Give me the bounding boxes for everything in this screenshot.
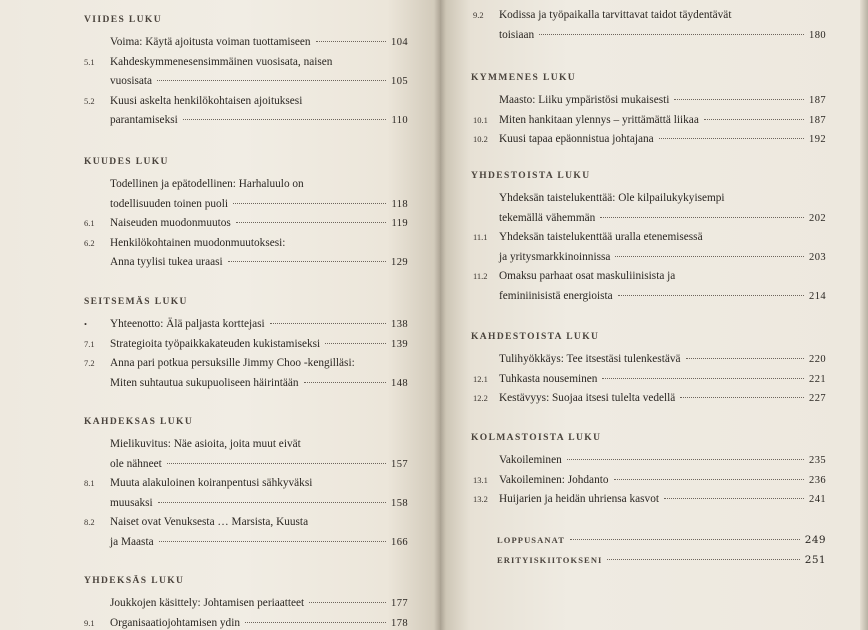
toc-entry	[84, 315, 408, 335]
chapter-section	[82, 575, 408, 630]
toc-line	[499, 350, 826, 370]
toc-line	[110, 533, 408, 553]
toc-entry-line	[473, 370, 826, 390]
section-number: 7.2	[84, 358, 95, 368]
dot-leader	[325, 343, 386, 344]
section-number: 9.1	[84, 617, 95, 628]
toc-entry-line	[499, 350, 826, 370]
entry-title: Tuhkasta nouseminen	[499, 372, 598, 385]
entry-title: todellisuuden toinen puoli	[110, 197, 228, 210]
toc-line	[499, 209, 826, 229]
page-number: 110	[391, 115, 408, 126]
toc-entry-line	[110, 533, 408, 553]
page-number: 104	[391, 37, 408, 48]
entry-title: Strategioita työpaikkakateuden kukistamiseksi	[110, 337, 321, 350]
page-number: 202	[809, 212, 826, 224]
toc-entry	[84, 354, 408, 393]
toc-line	[110, 335, 408, 355]
entry-title: Maasto: Liiku ympäristösi mukaisesti	[499, 94, 670, 106]
toc-entry	[84, 234, 408, 273]
page-number: 221	[809, 373, 826, 385]
toc-entry-line	[84, 354, 408, 374]
section-number: 9.2	[473, 10, 484, 20]
page-edge	[860, 0, 868, 630]
entry-title: Mielikuvitus: Näe asioita, joita muut eivät	[110, 438, 301, 450]
dot-leader	[659, 138, 804, 139]
toc-entry	[84, 474, 408, 513]
toc-line	[110, 354, 408, 374]
chapter-section	[471, 72, 826, 150]
toc-line	[499, 26, 826, 46]
toc-entry	[499, 350, 826, 370]
chapter-section	[82, 156, 408, 273]
section-number: •	[84, 319, 87, 329]
toc-entry-line	[84, 234, 408, 254]
toc-entry	[110, 175, 408, 214]
toc-line	[499, 111, 826, 131]
section-number: 6.1	[84, 218, 95, 228]
toc-line	[110, 195, 408, 215]
book-gutter	[434, 0, 446, 630]
toc-entry-line	[110, 253, 408, 273]
toc-entry	[473, 389, 826, 409]
entry-title: toisiaan	[499, 28, 535, 41]
entry-title: Anna tyylisi tukea uraasi	[110, 256, 223, 268]
toc-entry-line	[499, 287, 826, 307]
chapter-section	[82, 14, 408, 131]
toc-entry-line	[499, 451, 826, 471]
section-number: 7.1	[84, 338, 95, 349]
toc-line	[497, 554, 826, 570]
page-number: 227	[809, 393, 826, 404]
toc-entry	[84, 335, 408, 355]
toc-entry-line	[110, 435, 408, 455]
toc-line	[110, 214, 408, 234]
page-number: 158	[391, 497, 408, 509]
toc-entry-line	[110, 455, 408, 475]
toc-line	[499, 287, 826, 307]
page-number: 180	[809, 29, 826, 41]
entry-title: Naiseuden muodonmuutos	[110, 217, 231, 229]
continued-entries	[473, 6, 826, 45]
page-number: 187	[809, 114, 826, 126]
toc-entry-line	[110, 72, 408, 92]
toc-entry-line	[473, 130, 826, 150]
toc-line	[110, 111, 408, 131]
toc-line	[110, 374, 408, 394]
toc-entry-line	[84, 474, 408, 494]
toc-entry-line	[110, 33, 408, 53]
dot-leader	[304, 382, 386, 383]
entry-title: Miten suhtautua sukupuoliseen häirintään	[110, 376, 299, 389]
toc-entry	[84, 513, 408, 552]
entry-title: Vakoileminen	[499, 454, 562, 466]
dot-leader	[600, 217, 804, 218]
toc-entry	[473, 370, 826, 390]
dot-leader	[167, 463, 386, 464]
entry-title: feminiinisistä energioista	[499, 289, 613, 302]
entry-title: ja Maasta	[110, 535, 154, 548]
toc-entry-line	[84, 53, 408, 73]
page-number: 119	[391, 218, 408, 229]
dot-leader	[664, 498, 804, 499]
back-matter-title: LOPPUSANAT	[497, 535, 565, 545]
chapter-heading: SEITSEMÄS LUKU	[84, 297, 188, 307]
section-number: 12.1	[473, 373, 488, 384]
toc-entry	[84, 614, 408, 630]
toc-entry-line	[473, 111, 826, 131]
toc-entry	[499, 451, 826, 471]
chapter-heading: YHDESTOISTA LUKU	[471, 171, 591, 181]
toc-entry-line	[473, 389, 826, 409]
entry-title: tekemällä vähemmän	[499, 211, 596, 224]
toc-line	[110, 513, 408, 533]
entry-title: Anna pari potkua persuksille Jimmy Choo -kengilläsi:	[110, 357, 355, 369]
page-number: 203	[809, 251, 826, 263]
entry-title: Organisaatiojohtamisen ydin	[110, 616, 240, 629]
page-number: 105	[391, 76, 408, 87]
dot-leader	[159, 541, 386, 542]
chapter-section	[471, 432, 826, 510]
section-number: 11.2	[473, 271, 488, 281]
toc-entry-line	[473, 471, 826, 491]
toc-line	[499, 228, 826, 248]
dot-leader	[183, 119, 387, 120]
toc-entry	[473, 228, 826, 267]
dot-leader	[270, 323, 386, 324]
page-number: 241	[809, 494, 826, 505]
chapter-heading: YHDEKSÄS LUKU	[84, 576, 185, 586]
entry-title: vuosisata	[110, 75, 153, 87]
chapter-heading: KAHDESTOISTA LUKU	[471, 332, 600, 342]
section-number: 12.2	[473, 393, 488, 403]
toc-line	[499, 451, 826, 471]
entry-title: Kestävyys: Suojaa itsesi tulelta vedellä	[499, 392, 676, 404]
page-number: 166	[391, 536, 408, 548]
toc-entry	[110, 33, 408, 53]
page-number: 118	[391, 198, 408, 210]
toc-entry-line	[110, 594, 408, 614]
entry-title: Kuusi tapaa epäonnistua johtajana	[499, 133, 654, 145]
page-number: 139	[391, 338, 408, 350]
chapter-section	[82, 296, 408, 393]
toc-line	[499, 490, 826, 510]
toc-entry-line	[499, 189, 826, 209]
toc-line	[110, 614, 408, 630]
toc-entry-line	[499, 26, 826, 46]
section-number: 5.2	[84, 95, 95, 106]
toc-entry-line	[473, 6, 826, 26]
toc-entry	[473, 490, 826, 510]
entry-title: parantamiseksi	[110, 114, 178, 126]
entry-title: ja yritysmarkkinoinnissa	[499, 250, 611, 263]
section-number: 13.1	[473, 474, 488, 485]
entry-title: Omaksu parhaat osat maskuliinisista ja	[499, 270, 676, 282]
section-number: 10.1	[473, 114, 488, 125]
toc-line	[499, 267, 826, 287]
page-number: 214	[809, 290, 826, 302]
toc-entry	[84, 214, 408, 234]
toc-entry-line	[84, 513, 408, 533]
toc-line	[497, 534, 826, 550]
toc-line	[110, 33, 408, 53]
dot-leader	[157, 80, 386, 81]
toc-entry-line	[110, 195, 408, 215]
entry-title: ole nähneet	[110, 457, 162, 470]
toc-entry-line	[499, 209, 826, 229]
toc-entry	[473, 267, 826, 306]
entry-title: Tulihyökkäys: Tee itsestäsi tulenkestävä	[499, 353, 681, 365]
toc-line	[110, 234, 408, 254]
dot-leader	[309, 602, 386, 603]
page-number: 177	[391, 598, 408, 609]
page-number: 220	[809, 354, 826, 365]
dot-leader	[680, 397, 804, 398]
toc-entry	[84, 92, 408, 131]
entry-title: Voima: Käytä ajoitusta voiman tuottamiseen	[110, 36, 311, 48]
dot-leader	[704, 119, 804, 120]
dot-leader	[567, 459, 804, 460]
toc-line	[110, 315, 408, 335]
toc-line	[110, 435, 408, 455]
toc-entry-line	[473, 228, 826, 248]
dot-leader	[614, 479, 805, 480]
page-number: 129	[391, 257, 408, 268]
back-matter-entry	[497, 534, 826, 550]
entry-title: Muuta alakuloinen koiranpentusi sähkyväksi	[110, 477, 313, 489]
page-number: 236	[809, 474, 826, 486]
chapter-section	[471, 331, 826, 409]
entry-title: Kahdeskymmenesensimmäinen vuosisata, naisen	[110, 55, 333, 68]
page-number: 138	[391, 319, 408, 330]
section-number: 13.2	[473, 494, 488, 504]
back-matter-entry	[497, 554, 826, 570]
section-number: 8.2	[84, 517, 95, 527]
page-number: 178	[391, 617, 408, 629]
entry-title: Kuusi askelta henkilökohtaisen ajoituksesi	[110, 94, 303, 107]
toc-line	[499, 471, 826, 491]
toc-entry-line	[84, 315, 408, 335]
entry-title: Naiset ovat Venuksesta … Marsista, Kuusta	[110, 516, 309, 528]
dot-leader	[618, 295, 804, 296]
section-number: 11.1	[473, 232, 488, 242]
toc-entry	[473, 111, 826, 131]
dot-leader	[602, 378, 804, 379]
page-number: 249	[804, 534, 826, 546]
toc-entry	[499, 91, 826, 111]
toc-line	[110, 594, 408, 614]
toc-entry-line	[499, 248, 826, 268]
page-number: 251	[804, 554, 826, 566]
dot-leader	[233, 203, 386, 204]
toc-line	[110, 474, 408, 494]
entry-title: Todellinen ja epätodellinen: Harhaluulo on	[110, 178, 304, 190]
toc-entry	[473, 471, 826, 491]
toc-line	[499, 189, 826, 209]
entry-title: Huijarien ja heidän uhriensa kasvot	[499, 493, 659, 505]
dot-leader	[236, 222, 387, 223]
toc-entry-line	[110, 175, 408, 195]
toc-entry	[84, 53, 408, 92]
dot-leader	[570, 539, 800, 540]
toc-line	[499, 130, 826, 150]
chapter-heading: KAHDEKSAS LUKU	[84, 417, 194, 427]
right-page	[440, 0, 868, 630]
toc-line	[499, 248, 826, 268]
entry-title: Miten hankitaan ylennys – yrittämättä liikaa	[499, 113, 699, 126]
toc-line	[110, 455, 408, 475]
toc-entry-line	[499, 91, 826, 111]
toc-line	[110, 72, 408, 92]
entry-title: Vakoileminen: Johdanto	[499, 473, 609, 486]
toc-entry-line	[473, 267, 826, 287]
entry-title: Yhteenotto: Älä paljasta korttejasi	[110, 318, 265, 330]
toc-entry-line	[110, 494, 408, 514]
entry-title: Joukkojen käsittely: Johtamisen periaatteet	[110, 597, 305, 609]
chapter-heading: KUUDES LUKU	[84, 157, 169, 167]
chapter-section	[82, 416, 408, 552]
toc-line	[499, 370, 826, 390]
chapter-heading: KYMMENES LUKU	[471, 73, 577, 83]
chapter-heading: VIIDES LUKU	[84, 15, 162, 25]
dot-leader	[245, 622, 386, 623]
toc-entry-line	[473, 490, 826, 510]
toc-entry-line	[110, 374, 408, 394]
toc-entry	[110, 594, 408, 614]
dot-leader	[615, 256, 804, 257]
chapter-section	[471, 170, 826, 306]
chapter-heading: KOLMASTOISTA LUKU	[471, 433, 602, 443]
section-number: 8.1	[84, 478, 95, 488]
toc-line	[499, 91, 826, 111]
entry-title: Kodissa ja työpaikalla tarvittavat taidot täydentävät	[499, 9, 732, 21]
toc-line	[499, 6, 826, 26]
dot-leader	[316, 41, 386, 42]
section-number: 5.1	[84, 56, 95, 67]
toc-entry-line	[84, 614, 408, 630]
page-number: 148	[391, 377, 408, 389]
entry-title: muusaksi	[110, 496, 153, 509]
toc-entry-line	[84, 92, 408, 112]
toc-entry	[499, 189, 826, 228]
toc-line	[110, 53, 408, 73]
dot-leader	[674, 99, 804, 100]
toc-line	[499, 389, 826, 409]
back-matter-title: ERITYISKIITOKSENI	[497, 555, 603, 565]
toc-entry	[473, 6, 826, 45]
dot-leader	[686, 358, 805, 359]
toc-line	[110, 494, 408, 514]
section-number: 6.2	[84, 237, 95, 248]
toc-entry	[473, 130, 826, 150]
toc-entry	[110, 435, 408, 474]
toc-line	[110, 253, 408, 273]
page-number: 192	[809, 134, 826, 145]
dot-leader	[158, 502, 386, 503]
entry-title: Yhdeksän taistelukenttää uralla etenemisessä	[499, 231, 703, 243]
dot-leader	[539, 34, 804, 35]
toc-line	[110, 92, 408, 112]
toc-entry-line	[84, 214, 408, 234]
page-number: 235	[809, 455, 826, 466]
entry-title: Henkilökohtainen muodonmuutoksesi:	[110, 236, 286, 249]
page-number: 157	[391, 458, 408, 470]
toc-entry-line	[84, 335, 408, 355]
toc-line	[110, 175, 408, 195]
page-number: 187	[809, 95, 826, 106]
entry-title: Yhdeksän taistelukenttää: Ole kilpailukykyisempi	[499, 192, 725, 204]
toc-entry-line	[110, 111, 408, 131]
section-number: 10.2	[473, 134, 488, 144]
dot-leader	[607, 559, 799, 560]
dot-leader	[228, 261, 386, 262]
